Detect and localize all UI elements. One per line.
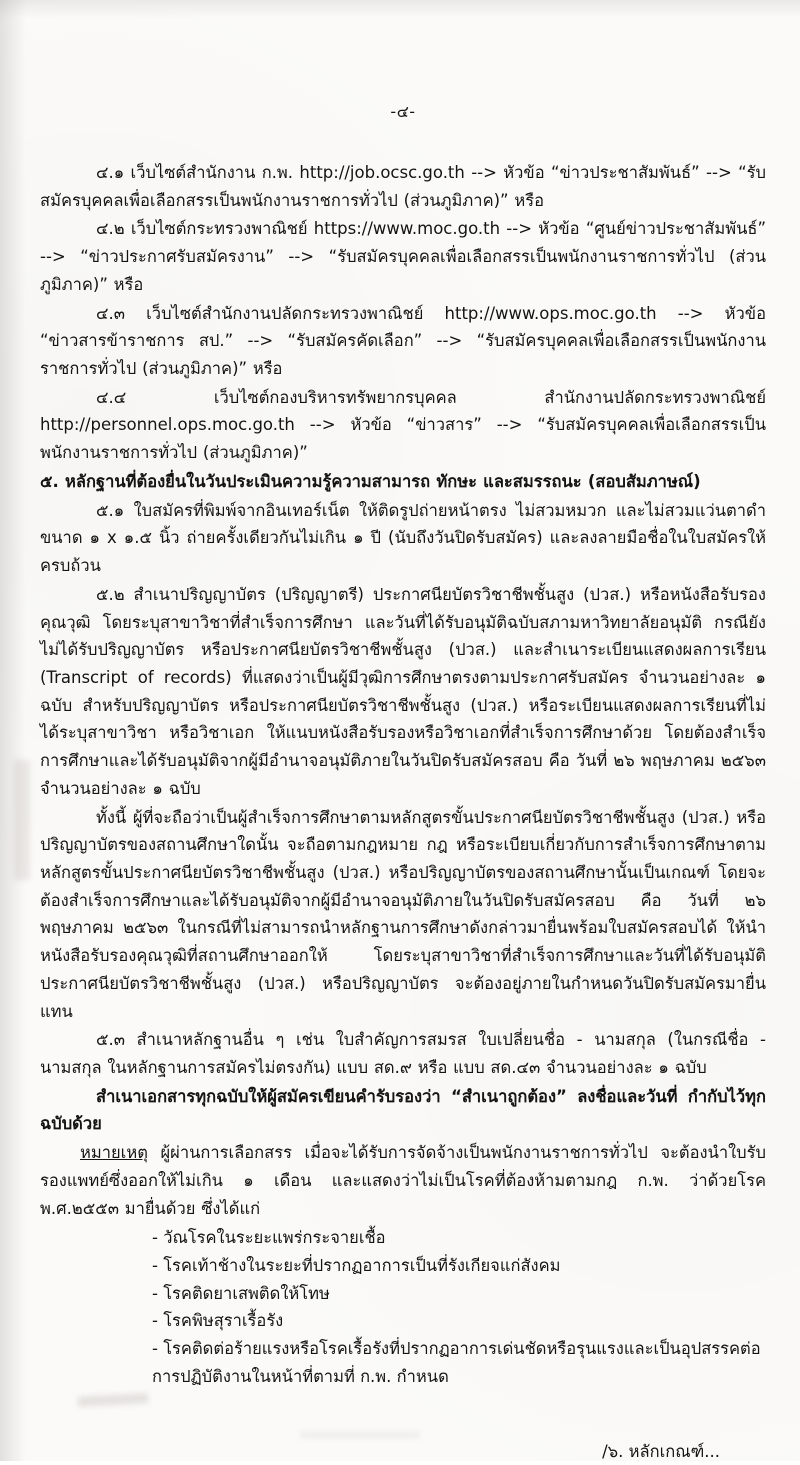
channel-item-2: ๔.๒ เว็บไซต์กระทรวงพาณิชย์ https://www.moc.go.th --> หัวข้อ “ศูนย์ข่าวประชาสัมพันธ์” --> “ข่าวประกาศรับสมัครงาน” --> “รับสมัครบุคคลเพื่อเลือกสรรเป็นพนักงานราชการทั่วไป (ส่วนภูมิภาค)” หรือ: [40, 219, 766, 294]
scan-edge-shadow-top: [0, 0, 800, 18]
evidence-item-2: ๕.๒ สำเนาปริญญาบัตร (ปริญญาตรี) ประกาศนียบัตรวิชาชีพชั้นสูง (ปวส.) หรือหนังสือรับรองคุณวุฒิ โดยระบุสาขาวิชาที่สำเร็จการศึกษา และวันที่ได้รับอนุมัติฉบับสภามหาวิทยาลัยอนุมัติ กรณียังไม่ได้รับปริญญาบัตร หรือประกาศนียบัตรวิชาชีพชั้นสูง (ปวส.) และสำเนาระเบียนแสดงผลการเรียน (Transcript of records) ที่แสดงว่าเป็นผู้มีวุฒิการศึกษาตรงตามประกาศรับสมัคร จำนวนอย่างละ ๑ ฉบับ สำหรับปริญญาบัตร หรือประกาศนียบัตรวิชาชีพชั้นสูง (ปวส.) หรือระเบียนแสดงผลการเรียนที่ไม่ได้ระบุสาขาวิชา หรือวิชาเอก ให้แนบหนังสือรับรองหรือวิชาเอกที่สำเร็จการศึกษาด้วย โดยต้องสำเร็จการศึกษาและได้รับอนุมัติจากผู้มีอำนาจอนุมัติภายในวันปิดรับสมัครสอบ คือ วันที่ ๒๖ พฤษภาคม ๒๕๖๓ จำนวนอย่างละ ๑ ฉบับ: [40, 584, 766, 798]
channel-item-3: ๔.๓ เว็บไซต์สำนักงานปลัดกระทรวงพาณิชย์ http://www.ops.moc.go.th --> หัวข้อ “ข่าวสารข้าราชการ สป.” --> “รับสมัครคัดเลือก” --> “รับสมัครบุคคลเพื่อเลือกสรรเป็นพนักงานราชการทั่วไป (ส่วนภูมิภาค)” หรือ: [40, 303, 766, 379]
scan-artifact-left: [14, 760, 30, 880]
disease-item: - โรคติดยาเสพติดให้โทษ: [152, 1283, 330, 1303]
document-body: [40, 100, 766, 1465]
page-continuation-note: /๖. หลักเกณฑ์...: [602, 1441, 720, 1461]
evidence-section-heading: ๕. หลักฐานที่ต้องยื่นในวันประเมินความรู้ความสามารถ ทักษะ และสมรรถนะ (สอบสัมภาษณ์): [40, 471, 701, 491]
channel-item-4: ๔.๔ เว็บไซต์กองบริหารทรัพยากรบุคคล สำนักงานปลัดกระทรวงพาณิชย์ http://personnel.ops.moc.go.th --> หัวข้อ “ข่าวสาร” --> “รับสมัครบุคคลเพื่อเลือกสรรเป็นพนักงานราชการทั่วไป (ส่วนภูมิภาค)”: [40, 387, 766, 463]
channel-item-1: ๔.๑ เว็บไซต์สำนักงาน ก.พ. http://job.ocsc.go.th --> หัวข้อ “ข่าวประชาสัมพันธ์” --> “รับสมัครบุคคลเพื่อเลือกสรรเป็นพนักงานราชการทั่วไป (ส่วนภูมิภาค)” หรือ: [40, 163, 766, 210]
scan-edge-shadow-left: [0, 0, 26, 1461]
remark-paragraph: [40, 1139, 766, 1222]
disease-item: - โรคเท้าช้างในระยะที่ปรากฏอาการเป็นที่รังเกียจแก่สังคม: [152, 1256, 561, 1276]
page-number: -๔-: [390, 102, 416, 121]
evidence-item-2-note: ทั้งนี้ ผู้ที่จะถือว่าเป็นผู้สำเร็จการศึกษาตามหลักสูตรขั้นประกาศนียบัตรวิชาชีพชั้นสูง (ปวส.) หรือปริญญาบัตรของสถานศึกษาใดนั้น จะถือตามกฎหมาย กฎ หรือระเบียบเกี่ยวกับการสำเร็จการศึกษาตามหลักสูตรขั้นประกาศนียบัตรวิชาชีพชั้นสูง (ปวส.) หรือปริญญาบัตรของสถานศึกษานั้นเป็นเกณฑ์ โดยจะต้องสำเร็จการศึกษาและได้รับอนุมัติจากผู้มีอำนาจอนุมัติภายในวันปิดรับสมัครสอบ คือ วันที่ ๒๖ พฤษภาคม ๒๕๖๓ ในกรณีที่ไม่สามารถนำหลักฐานการศึกษาดังกล่าวมายื่นพร้อมใบสมัครสอบได้ ให้นำหนังสือรับรองคุณวุฒิที่สถานศึกษาออกให้ โดยระบุสาขาวิชาที่สำเร็จการศึกษาและวันที่ได้รับอนุมัติประกาศนียบัตรวิชาชีพชั้นสูง (ปวส.) หรือปริญญาบัตร จะต้องอยู่ภายในกำหนดวันปิดรับสมัครมายื่นแทน: [40, 807, 766, 1021]
disease-item: - โรคติดต่อร้ายแรงหรือโรคเรื้อรังที่ปรากฏอาการเด่นชัดหรือรุนแรงและเป็นอุปสรรคต่อการปฏิบัติงานในหน้าที่ตามที่ ก.พ. กำหนด: [152, 1339, 761, 1386]
copy-certification-statement: สำเนาเอกสารทุกฉบับให้ผู้สมัครเขียนคำรับรองว่า “สำเนาถูกต้อง” ลงชื่อและวันที่ กำกับไว้ทุกฉบับด้วย: [40, 1086, 766, 1134]
disease-list: [40, 1224, 766, 1390]
evidence-item-3: ๕.๓ สำเนาหลักฐานอื่น ๆ เช่น ใบสำคัญการสมรส ใบเปลี่ยนชื่อ - นามสกุล (ในกรณีชื่อ - นามสกุล ในหลักฐานการสมัครไม่ตรงกัน) แบบ สด.๙ หรือ แบบ สด.๔๓ จำนวนอย่างละ ๑ ฉบับ: [40, 1030, 766, 1077]
evidence-items-section: [40, 497, 766, 1082]
disease-item: - โรคพิษสุราเรื้อรัง: [152, 1311, 284, 1331]
evidence-item-1: ๕.๑ ใบสมัครที่พิมพ์จากอินเทอร์เน็ต ให้ติดรูปถ่ายหน้าตรง ไม่สวมหมวก และไม่สวมแว่นตาดำ ขนาด ๑ x ๑.๕ นิ้ว ถ่ายครั้งเดียวกันไม่เกิน ๑ ปี (นับถึงวันปิดรับสมัคร) และลงลายมือชื่อในใบสมัครให้ครบถ้วน: [40, 500, 766, 576]
remark-label: หมายเหตุ: [80, 1143, 148, 1163]
application-channels-section: [40, 159, 766, 467]
disease-item: - วัณโรคในระยะแพร่กระจายเชื้อ: [152, 1228, 386, 1248]
remark-text: ผู้ผ่านการเลือกสรร เมื่อจะได้รับการจัดจ้างเป็นพนักงานราชการทั่วไป จะต้องนำใบรับรองแพทย์ซึ่งออกให้ไม่เกิน ๑ เดือน และแสดงว่าไม่เป็นโรคที่ต้องห้ามตามกฎ ก.พ. ว่าด้วยโรค พ.ศ.๒๕๕๓ มายื่นด้วย ซึ่งได้แก่: [40, 1143, 766, 1218]
